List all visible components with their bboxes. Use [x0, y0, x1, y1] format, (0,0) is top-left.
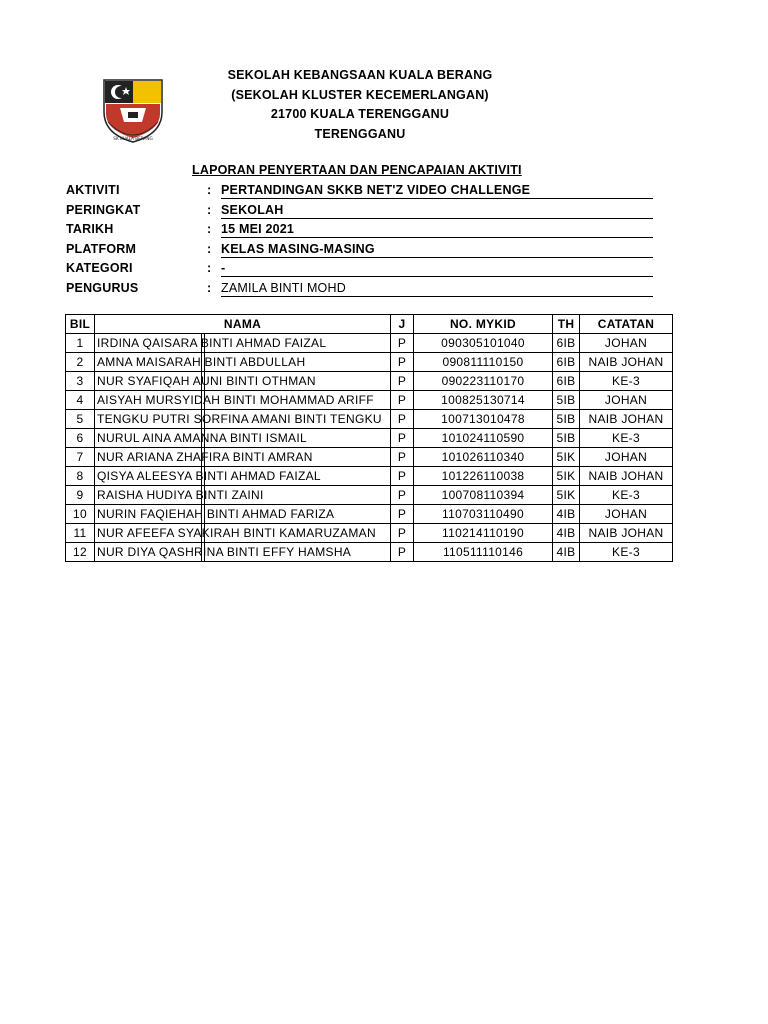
cell-mykid: 101226110038 [414, 467, 553, 486]
cell-mykid: 110214110190 [414, 524, 553, 543]
student-name: NUR AFEEFA SYAKIRAH BINTI KAMARUZAMAN [97, 526, 376, 540]
cell-mykid: 110511110146 [414, 543, 553, 562]
cell-bil: 5 [66, 410, 95, 429]
school-cluster: (SEKOLAH KLUSTER KECEMERLANGAN) [231, 87, 489, 102]
cell-catatan: NAIB JOHAN [580, 353, 673, 372]
student-name: NUR SYAFIQAH AUNI BINTI OTHMAN [97, 374, 316, 388]
info-colon: : [207, 241, 212, 256]
info-label: PLATFORM [66, 241, 137, 256]
info-colon: : [207, 261, 212, 275]
school-header [210, 66, 510, 144]
cell-j: P [391, 391, 414, 410]
cell-catatan: KE-3 [580, 486, 673, 505]
info-label: PENGURUS [66, 280, 139, 295]
cell-th: 5IB [553, 429, 580, 448]
cell-th: 6IB [553, 353, 580, 372]
header-mykid: NO. MYKID [414, 315, 553, 334]
header-j: J [391, 315, 414, 334]
student-name: NUR DIYA QASHRINA BINTI EFFY HAMSHA [97, 545, 352, 559]
cell-j: P [391, 334, 414, 353]
cell-catatan: KE-3 [580, 543, 673, 562]
cell-nama [95, 410, 391, 429]
cell-mykid: 090305101040 [414, 334, 553, 353]
cell-nama [95, 543, 391, 562]
table-row [66, 524, 673, 543]
table-row [66, 334, 673, 353]
cell-j: P [391, 524, 414, 543]
info-row-level [66, 201, 656, 221]
cell-catatan: JOHAN [580, 334, 673, 353]
cell-j: P [391, 543, 414, 562]
cell-nama [95, 429, 391, 448]
table-header-row [66, 315, 673, 334]
student-name: NURIN FAQIEHAH BINTI AHMAD FARIZA [97, 507, 335, 521]
header-catatan: CATATAN [580, 315, 673, 334]
cell-th: 4IB [553, 524, 580, 543]
cell-th: 5IB [553, 410, 580, 429]
cell-j: P [391, 353, 414, 372]
cell-th: 5IK [553, 448, 580, 467]
cell-nama [95, 353, 391, 372]
student-name: AISYAH MURSYIDAH BINTI MOHAMMAD ARIFF [97, 393, 374, 407]
cell-th: 4IB [553, 505, 580, 524]
cell-j: P [391, 467, 414, 486]
cell-nama [95, 334, 391, 353]
cell-mykid: 101024110590 [414, 429, 553, 448]
cell-j: P [391, 372, 414, 391]
school-name: SEKOLAH KEBANGSAAN KUALA BERANG [227, 68, 493, 82]
cell-nama [95, 391, 391, 410]
cell-catatan: NAIB JOHAN [580, 467, 673, 486]
student-name: NUR ARIANA ZHAFIRA BINTI AMRAN [97, 450, 313, 464]
cell-mykid: 101026110340 [414, 448, 553, 467]
info-value: SEKOLAH [221, 203, 653, 219]
cell-mykid: 110703110490 [414, 505, 553, 524]
table-row [66, 505, 673, 524]
table-row [66, 467, 673, 486]
info-value: 15 MEI 2021 [221, 222, 653, 238]
cell-nama [95, 467, 391, 486]
info-value: - [221, 261, 653, 277]
header-bil: BIL [66, 315, 95, 334]
cell-j: P [391, 410, 414, 429]
student-name: RAISHA HUDIYA BINTI ZAINI [97, 488, 264, 502]
info-value: KELAS MASING-MASING [221, 242, 653, 258]
cell-th: 6IB [553, 372, 580, 391]
cell-catatan: JOHAN [580, 448, 673, 467]
info-row-activity [66, 181, 656, 201]
report-title: LAPORAN PENYERTAAN DAN PENCAPAIAN AKTIVITI [192, 163, 522, 177]
participants-table [65, 314, 673, 562]
cell-bil: 12 [66, 543, 95, 562]
cell-bil: 3 [66, 372, 95, 391]
cell-j: P [391, 505, 414, 524]
cell-mykid: 100708110394 [414, 486, 553, 505]
cell-th: 5IB [553, 391, 580, 410]
school-crest-logo [96, 74, 170, 146]
cell-bil: 10 [66, 505, 95, 524]
table-row [66, 353, 673, 372]
table-row [66, 410, 673, 429]
cell-nama [95, 372, 391, 391]
table-row [66, 372, 673, 391]
cell-bil: 6 [66, 429, 95, 448]
cell-nama [95, 486, 391, 505]
cell-mykid: 090811110150 [414, 353, 553, 372]
cell-j: P [391, 486, 414, 505]
cell-bil: 2 [66, 353, 95, 372]
school-state: TERENGGANU [314, 126, 406, 141]
activity-info [66, 181, 656, 298]
table-row [66, 448, 673, 467]
student-name: TENGKU PUTRI SORFINA AMANI BINTI TENGKU [97, 412, 382, 426]
info-colon: : [207, 222, 212, 236]
info-row-manager [66, 279, 656, 299]
cell-j: P [391, 448, 414, 467]
info-row-platform [66, 240, 656, 260]
student-name: AMNA MAISARAH BINTI ABDULLAH [97, 355, 306, 369]
table-row [66, 391, 673, 410]
cell-bil: 8 [66, 467, 95, 486]
info-label: KATEGORI [66, 261, 133, 275]
cell-j: P [391, 429, 414, 448]
info-row-category [66, 259, 656, 279]
cell-bil: 7 [66, 448, 95, 467]
svg-text:SK KUALA BERANG: SK KUALA BERANG [113, 136, 153, 141]
student-name: IRDINA QAISARA BINTI AHMAD FAIZAL [97, 336, 327, 350]
table-row [66, 429, 673, 448]
cell-catatan: JOHAN [580, 505, 673, 524]
table-row [66, 543, 673, 562]
info-colon: : [207, 202, 212, 217]
info-colon: : [207, 183, 212, 197]
cell-catatan: KE-3 [580, 372, 673, 391]
cell-nama [95, 505, 391, 524]
cell-catatan: JOHAN [580, 391, 673, 410]
cell-nama [95, 524, 391, 543]
cell-mykid: 100713010478 [414, 410, 553, 429]
cell-bil: 9 [66, 486, 95, 505]
header-nama: NAMA [95, 315, 391, 334]
cell-catatan: KE-3 [580, 429, 673, 448]
cell-bil: 4 [66, 391, 95, 410]
info-row-date [66, 220, 656, 240]
info-colon: : [207, 280, 212, 295]
cell-bil: 11 [66, 524, 95, 543]
cell-th: 6IB [553, 334, 580, 353]
info-label: PERINGKAT [66, 202, 141, 217]
header-th: TH [553, 315, 580, 334]
cell-th: 5IK [553, 467, 580, 486]
info-label: TARIKH [66, 222, 114, 236]
cell-bil: 1 [66, 334, 95, 353]
cell-nama [95, 448, 391, 467]
school-postcode-city: 21700 KUALA TERENGGANU [270, 107, 450, 121]
info-value: ZAMILA BINTI MOHD [221, 281, 653, 297]
table-row [66, 486, 673, 505]
cell-catatan: NAIB JOHAN [580, 524, 673, 543]
cell-mykid: 090223110170 [414, 372, 553, 391]
info-value: PERTANDINGAN SKKB NET'Z VIDEO CHALLENGE [221, 183, 653, 199]
cell-th: 5IK [553, 486, 580, 505]
cell-mykid: 100825130714 [414, 391, 553, 410]
info-label: AKTIVITI [66, 183, 120, 197]
student-name: NURUL AINA AMANNA BINTI ISMAIL [97, 431, 307, 445]
student-name: QISYA ALEESYA BINTI AHMAD FAIZAL [97, 469, 321, 483]
cell-catatan: NAIB JOHAN [580, 410, 673, 429]
cell-th: 4IB [553, 543, 580, 562]
